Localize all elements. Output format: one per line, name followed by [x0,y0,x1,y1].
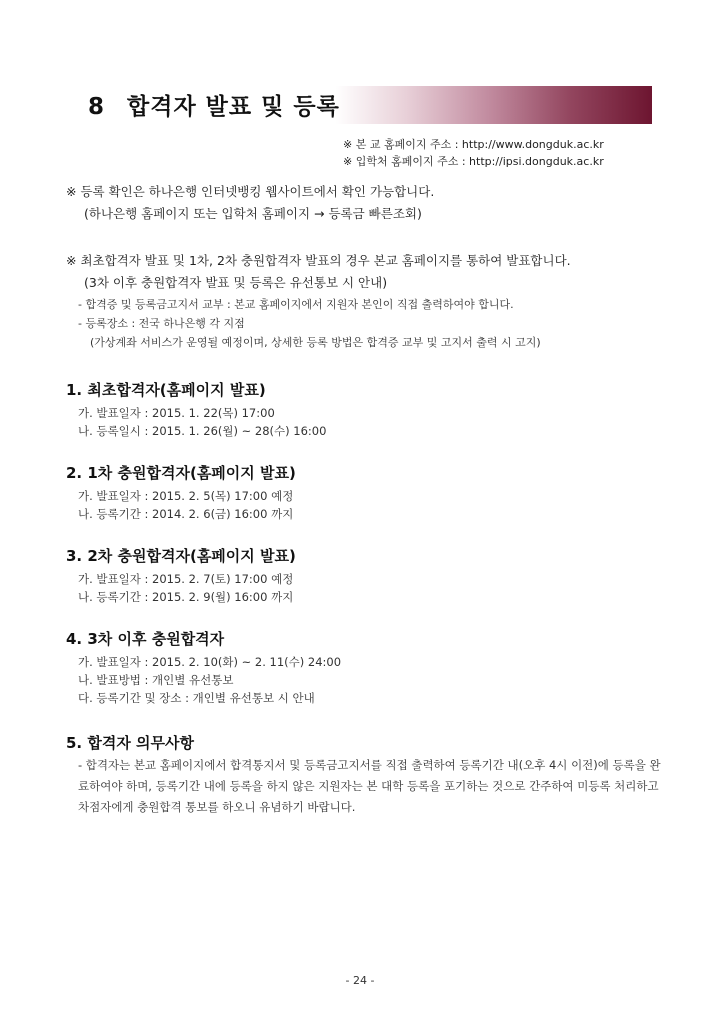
note-line: (하나은행 홈페이지 또는 입학처 홈페이지 → 등록금 빠른조회) [84,206,422,221]
section-item: 가. 발표일자 : 2015. 2. 10(화) ~ 2. 11(수) 24:00 [78,655,342,669]
detail-line: - 합격증 및 등록금고지서 교부 : 본교 홈페이지에서 지원자 본인이 직접 출력하여야 합니다. [78,298,514,311]
section-item: 가. 발표일자 : 2015. 2. 7(토) 17:00 예정 [78,572,294,586]
obligations-text: - 합격자는 본교 홈페이지에서 합격통지서 및 등록금고지서를 직접 출력하여 등록기간 내(오후 4시 이전)에 등록을 완료하여야 하며, 등록기간 내에 등록을 하지 않은 지원자는 본 대학 등록을 포기하는 것으로 간주하여 미등록 처리하고 차점자에게 충원합격 통보를 하오니 유념하기 바랍니다. [78,758,661,814]
section-heading: 2. 1차 충원합격자(홈페이지 발표) [66,464,296,482]
section-item: 가. 발표일자 : 2015. 2. 5(목) 17:00 예정 [78,489,294,503]
detail-line: (가상계좌 서비스가 운영될 예정이며, 상세한 등록 방법은 합격증 교부 및 고지서 출력 시 고지) [90,336,541,349]
section-heading: 1. 최초합격자(홈페이지 발표) [66,381,266,399]
section-obligations [66,732,194,757]
section-item: 나. 등록일시 : 2015. 1. 26(월) ~ 28(수) 16:00 [78,424,327,438]
chapter-number: 8 [88,94,106,120]
section-heading: 4. 3차 이후 충원합격자 [66,630,225,648]
announcement-details [78,295,541,352]
page-number: - 24 - [345,974,375,987]
homepage-addresses [343,136,604,170]
section-third-additional [66,628,341,707]
section-item: 가. 발표일자 : 2015. 1. 22(목) 17:00 [78,406,275,420]
announcement-note [66,250,571,294]
page-title [88,88,340,121]
school-homepage-address: ※ 본 교 홈페이지 주소 : http://www.dongduk.ac.kr [343,138,604,151]
section-heading: 3. 2차 충원합격자(홈페이지 발표) [66,547,296,565]
section-second-additional [66,545,296,606]
section-item: 나. 등록기간 : 2015. 2. 9(월) 16:00 까지 [78,590,294,604]
section-item: 나. 등록기간 : 2014. 2. 6(금) 16:00 까지 [78,507,294,521]
note-line: (3차 이후 충원합격자 발표 및 등록은 유선통보 시 안내) [84,275,388,290]
note-line: ※ 등록 확인은 하나은행 인터넷뱅킹 웹사이트에서 확인 가능합니다. [66,184,435,199]
section-first-additional [66,462,296,523]
detail-line: - 등록장소 : 전국 하나은행 각 지점 [78,317,245,330]
admission-homepage-address: ※ 입학처 홈페이지 주소 : http://ipsi.dongduk.ac.kr [343,155,604,168]
note-line: ※ 최초합격자 발표 및 1차, 2차 충원합격자 발표의 경우 본교 홈페이지를 통하여 발표합니다. [66,253,571,268]
section-heading: 5. 합격자 의무사항 [66,734,195,752]
section-item: 나. 발표방법 : 개인별 유선통보 [78,673,234,687]
section-initial-admission [66,379,326,440]
section-item: 다. 등록기간 및 장소 : 개인별 유선통보 시 안내 [78,691,315,705]
registration-check-note [66,181,434,225]
chapter-title: 합격자 발표 및 등록 [127,94,340,120]
